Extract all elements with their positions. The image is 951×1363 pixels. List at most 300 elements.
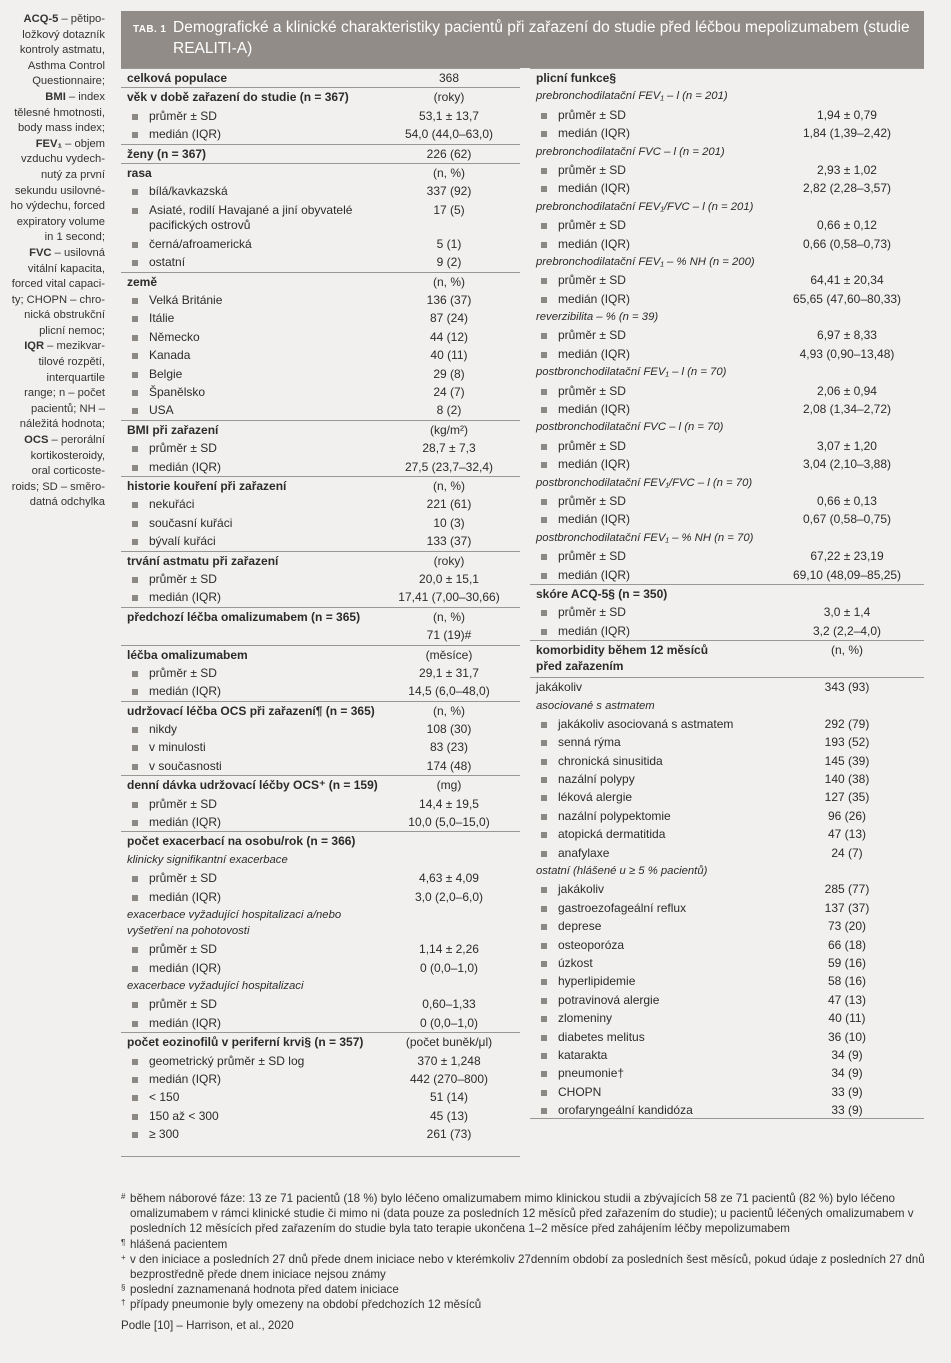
table-row xyxy=(530,844,924,862)
row-label: Asiaté, rodilí Havajané a jiní obyvatelé pacifických ostrovů xyxy=(149,202,353,233)
abbreviation-text: tilové rozpětí, xyxy=(38,356,105,369)
table-row xyxy=(530,124,924,142)
table-row xyxy=(121,514,520,532)
row-label: prebronchodilatační FEV₁ – % NH (n = 200) xyxy=(536,255,755,268)
row-label: medián (IQR) xyxy=(149,815,222,830)
row-value: 34 (9) xyxy=(831,1066,863,1081)
table-row xyxy=(121,959,520,977)
abbreviation-text: – mezikvar- xyxy=(44,340,105,353)
row-label: medián (IQR) xyxy=(558,402,631,417)
row-value: 73 (20) xyxy=(827,919,867,934)
abbreviation-text: – index xyxy=(65,90,105,103)
row-label: Německo xyxy=(149,329,200,344)
table-row xyxy=(530,770,924,788)
table-row xyxy=(530,715,924,733)
table-section-header xyxy=(121,831,520,850)
row-label: jakákoliv xyxy=(558,882,605,897)
row-value: 0,67 (0,58–0,75) xyxy=(802,512,892,527)
table-row xyxy=(530,161,924,179)
abbreviation-line xyxy=(0,199,105,215)
table-row xyxy=(121,309,520,327)
table-subheader xyxy=(530,87,924,105)
row-label: průměr ± SD xyxy=(558,162,626,177)
row-label: v současnosti xyxy=(149,758,222,773)
table-row xyxy=(530,880,924,898)
abbreviation-line xyxy=(0,433,105,449)
row-value: 47 (13) xyxy=(827,992,867,1007)
row-value: 261 (73) xyxy=(426,1127,472,1142)
footnote xyxy=(121,1252,931,1282)
row-value: 337 (92) xyxy=(426,184,472,199)
row-label: Španělsko xyxy=(149,385,206,400)
row-value: 0,60–1,33 xyxy=(422,997,476,1012)
footnote xyxy=(121,1191,931,1237)
table-row xyxy=(530,788,924,806)
abbreviation-line xyxy=(0,262,105,278)
table-row xyxy=(121,495,520,513)
row-label: denní dávka udržovací léčby OCS⁺ (n = 159) xyxy=(127,778,378,793)
row-value: 10 (3) xyxy=(433,515,465,530)
abbreviation-line xyxy=(0,168,105,184)
table-row xyxy=(121,401,520,419)
table-row xyxy=(530,271,924,289)
row-value: 442 (270–800) xyxy=(409,1071,489,1086)
table-subheader xyxy=(530,308,924,326)
table-row xyxy=(121,813,520,831)
table-subheader xyxy=(530,363,924,381)
row-label: průměr ± SD xyxy=(149,571,217,586)
row-label: průměr ± SD xyxy=(149,871,217,886)
row-value: 36 (10) xyxy=(827,1029,867,1044)
table-header xyxy=(121,11,924,68)
table-subheader xyxy=(530,862,924,880)
row-value: 10,0 (5,0–15,0) xyxy=(408,815,490,830)
table-row xyxy=(530,677,924,696)
abbreviation-line xyxy=(0,152,105,168)
row-label: medián (IQR) xyxy=(558,346,631,361)
row-label: medián (IQR) xyxy=(149,889,222,904)
row-value: 292 (79) xyxy=(824,716,870,731)
footnote-text: hlášená pacientem xyxy=(130,1237,228,1251)
table-tag: TAB. 1 xyxy=(133,24,167,35)
table-row xyxy=(530,510,924,528)
row-value: 71 (19)# xyxy=(426,628,472,643)
row-value: (n, %) xyxy=(432,609,465,624)
row-value: 17 (5) xyxy=(433,202,465,217)
row-label: pneumonie† xyxy=(558,1066,625,1081)
table-row xyxy=(530,825,924,843)
abbreviation-term: ACQ-5 xyxy=(23,13,59,25)
abbreviation-text: oral corticoste- xyxy=(31,465,105,478)
row-label: předchozí léčba omalizumabem (n = 365) xyxy=(127,609,361,624)
abbreviation-line xyxy=(0,355,105,371)
row-value: 137 (37) xyxy=(824,900,870,915)
row-label: jakákoliv asociovaná s astmatem xyxy=(558,716,734,731)
abbreviation-line xyxy=(0,417,105,433)
abbreviation-text: Questionnaire; xyxy=(32,75,105,88)
row-label: průměr ± SD xyxy=(149,108,217,123)
table-row xyxy=(121,757,520,775)
row-value: 2,08 (1,34–2,72) xyxy=(802,402,892,417)
abbreviation-line xyxy=(0,90,105,106)
row-label: průměr ± SD xyxy=(149,441,217,456)
row-value: 343 (93) xyxy=(824,680,870,695)
row-label: senná rýma xyxy=(558,735,621,750)
table-row xyxy=(530,936,924,954)
abbreviation-text: in 1 second; xyxy=(44,231,105,244)
abbreviation-text: body mass index; xyxy=(17,122,105,135)
row-value: 3,0 (2,0–6,0) xyxy=(414,889,484,904)
footnote-marker: # xyxy=(121,1192,126,1201)
row-label: historie kouření při zařazení xyxy=(127,479,287,493)
row-label: medián (IQR) xyxy=(149,960,222,975)
row-label: medián (IQR) xyxy=(558,126,631,141)
row-label: léková alergie xyxy=(558,790,633,805)
row-label: jakákoliv xyxy=(536,680,583,695)
abbreviation-line xyxy=(0,43,105,59)
row-label: počet exacerbací na osobu/rok (n = 366) xyxy=(127,834,356,849)
source-citation: Podle [10] – Harrison, et al., 2020 xyxy=(121,1318,294,1332)
row-value: (n, %) xyxy=(830,643,863,658)
abbreviation-term: OCS xyxy=(24,434,49,447)
row-label: < 150 xyxy=(149,1090,180,1105)
row-value: (kg/m²) xyxy=(430,422,468,437)
abbreviation-text: ložkový dotazník xyxy=(22,28,105,41)
row-value: (n, %) xyxy=(432,274,465,289)
row-label: medián (IQR) xyxy=(149,590,222,605)
row-value: 145 (39) xyxy=(824,753,870,768)
row-value: 140 (38) xyxy=(824,772,870,787)
abbreviation-term: IQR xyxy=(24,340,45,353)
abbreviation-line xyxy=(0,480,105,496)
row-label: potravinová alergie xyxy=(558,992,660,1007)
abbreviation-text: nická obstrukční xyxy=(24,309,105,322)
row-value: 40 (11) xyxy=(430,348,468,363)
row-label: chronická sinusitida xyxy=(558,753,663,768)
abbreviation-term: FEV₁ xyxy=(35,137,63,150)
row-label: 150 až < 300 xyxy=(149,1108,219,1123)
table-section-header xyxy=(121,701,520,720)
row-label: zlomeniny xyxy=(558,1011,613,1026)
table-row xyxy=(530,991,924,1009)
footnote-text: poslední zaznamenaná hodnota před datem iniciace xyxy=(130,1283,399,1297)
row-value: 3,07 ± 1,20 xyxy=(817,438,877,453)
row-value: 24 (7) xyxy=(433,385,465,400)
footnote xyxy=(121,1282,931,1297)
row-value: 69,10 (48,09–85,25) xyxy=(792,567,902,582)
table-subheader xyxy=(530,474,924,492)
abbreviation-text: sekundu usilovné- xyxy=(14,184,105,197)
table-row xyxy=(530,326,924,344)
table-subheader xyxy=(530,253,924,271)
table-bottom-rule-left xyxy=(121,1156,520,1157)
table-subheader xyxy=(530,529,924,547)
row-label: gastroezofageální reflux xyxy=(558,900,687,915)
row-label: medián (IQR) xyxy=(149,1071,222,1086)
abbreviation-text: kontroly astmatu, xyxy=(19,44,105,57)
row-value: 87 (24) xyxy=(429,311,469,326)
abbreviation-line xyxy=(0,137,105,153)
row-label: země xyxy=(127,274,158,289)
row-value: 4,93 (0,90–13,48) xyxy=(799,346,895,361)
table-row xyxy=(121,888,520,906)
abbreviation-text: Asthma Control xyxy=(27,59,105,72)
row-value: 2,93 ± 1,02 xyxy=(817,162,877,177)
table-section-header xyxy=(121,607,520,626)
table-subheader xyxy=(121,977,520,995)
table-row xyxy=(121,1070,520,1088)
table-row xyxy=(121,588,520,606)
row-label: průměr ± SD xyxy=(558,493,626,508)
row-label: medián (IQR) xyxy=(558,291,631,306)
row-value: 65,65 (47,60–80,33) xyxy=(792,291,902,306)
row-value: 3,0 ± 1,4 xyxy=(823,605,871,620)
table-subheader xyxy=(530,198,924,216)
table-row xyxy=(121,365,520,383)
row-label: průměr ± SD xyxy=(149,942,217,957)
row-label: skóre ACQ-5§ (n = 350) xyxy=(536,586,668,601)
abbreviation-line xyxy=(0,324,105,340)
table-row xyxy=(121,1107,520,1125)
footnote-text: v den iniciace a posledních 27 dnů přede dnem iniciace nebo v kterémkoliv 27denním období za posledních šest měsíců, pokud údaje z posledních 27 dnů bezprostředně přede dnem iniciace nejsou známy xyxy=(130,1252,925,1282)
row-label: průměr ± SD xyxy=(558,328,626,343)
table-row xyxy=(121,626,520,644)
row-value: 34 (9) xyxy=(831,1047,863,1062)
row-value: (počet buněk/μl) xyxy=(405,1035,493,1050)
abbreviation-text: ho výdechu, forced xyxy=(10,200,105,213)
row-label: ženy (n = 367) xyxy=(127,146,207,161)
row-label: průměr ± SD xyxy=(558,273,626,288)
table-row xyxy=(530,733,924,751)
abbreviation-line xyxy=(0,277,105,293)
table-row xyxy=(530,290,924,308)
table-row xyxy=(121,346,520,364)
table-row xyxy=(121,664,520,682)
table-section-header xyxy=(530,68,924,87)
row-label: postbronchodilatační FEV₁/FVC – l (n = 70) xyxy=(536,476,753,489)
table-row xyxy=(530,566,924,584)
row-label: současní kuřáci xyxy=(149,515,233,530)
table-row xyxy=(121,291,520,309)
footnote-marker: § xyxy=(121,1283,126,1293)
abbreviation-line xyxy=(0,371,105,387)
row-label: medián (IQR) xyxy=(558,181,631,196)
row-label: ≥ 300 xyxy=(149,1127,179,1142)
abbreviation-line xyxy=(0,215,105,231)
table-row xyxy=(121,682,520,700)
table-row xyxy=(121,795,520,813)
row-value: 8 (2) xyxy=(436,403,462,418)
table-row xyxy=(530,235,924,253)
table-bottom-rule-right xyxy=(530,1118,924,1119)
row-label: medián (IQR) xyxy=(149,684,222,699)
table-row xyxy=(530,1028,924,1046)
row-value: 0,66 ± 0,12 xyxy=(817,218,877,233)
row-label: deprese xyxy=(558,919,602,934)
row-value: 64,41 ± 20,34 xyxy=(810,273,884,288)
table-right-column xyxy=(530,68,924,1119)
abbreviation-line xyxy=(0,339,105,355)
row-label: prebronchodilatační FEV₁ – l (n = 201) xyxy=(536,90,728,103)
row-value: 66 (18) xyxy=(827,937,867,952)
row-value: 133 (37) xyxy=(426,534,472,549)
row-value: 5 (1) xyxy=(436,236,462,251)
table-row xyxy=(530,972,924,990)
row-label: hyperlipidemie xyxy=(558,974,636,989)
table-row xyxy=(530,106,924,124)
row-value: 1,94 ± 0,79 xyxy=(817,107,877,122)
row-value: 0 (0,0–1,0) xyxy=(419,1015,479,1030)
abbreviation-line xyxy=(0,464,105,480)
abbreviation-line xyxy=(0,402,105,418)
row-value: 370 ± 1,248 xyxy=(417,1053,481,1068)
abbreviation-text: nutý za první xyxy=(40,168,105,181)
row-label: postbronchodilatační FEV₁ – % NH (n = 70) xyxy=(536,531,754,544)
footnote-marker: + xyxy=(121,1252,126,1262)
table-subheader xyxy=(530,418,924,436)
abbreviation-line xyxy=(0,308,105,324)
table-section-header xyxy=(530,640,924,677)
table-row xyxy=(530,179,924,197)
table-subheader xyxy=(530,697,924,715)
abbreviation-text: tělesné hmotnosti, xyxy=(14,106,105,119)
row-value: 9 (2) xyxy=(436,255,462,270)
row-label: medián (IQR) xyxy=(558,236,631,251)
row-label: Itálie xyxy=(149,311,175,326)
row-value: (n, %) xyxy=(432,165,465,180)
row-value: (roky) xyxy=(433,90,465,105)
row-label: úzkost xyxy=(558,955,593,970)
abbreviation-line xyxy=(0,184,105,200)
row-value: (roky) xyxy=(433,553,465,568)
row-value: 136 (37) xyxy=(426,293,472,308)
row-label: orofaryngeální kandidóza xyxy=(558,1103,693,1118)
abbreviation-line xyxy=(0,59,105,75)
row-label: exacerbace vyžadující hospitalizaci xyxy=(127,979,304,992)
abbreviation-line xyxy=(0,121,105,137)
row-label: asociované s astmatem xyxy=(536,699,655,712)
table-row xyxy=(121,1088,520,1106)
table-section-header xyxy=(121,68,520,87)
table-row xyxy=(121,383,520,401)
table-row xyxy=(121,328,520,346)
table-section-header xyxy=(121,775,520,794)
row-value: 108 (30) xyxy=(426,722,472,737)
row-value: 6,97 ± 8,33 xyxy=(817,328,877,343)
row-value: 67,22 ± 23,19 xyxy=(810,549,884,564)
row-label: medián (IQR) xyxy=(149,459,222,474)
row-value: 1,84 (1,39–2,42) xyxy=(802,126,892,141)
row-label: rasa xyxy=(127,165,152,180)
row-label: průměr ± SD xyxy=(558,107,626,122)
table-row xyxy=(530,1083,924,1101)
row-label: atopická dermatitida xyxy=(558,827,666,842)
row-label: CHOPN xyxy=(558,1084,602,1099)
table-row xyxy=(530,954,924,972)
table-row xyxy=(530,437,924,455)
row-label: věk v době zařazení do studie (n = 367) xyxy=(127,90,349,105)
row-label: průměr ± SD xyxy=(558,549,626,564)
table-row xyxy=(121,570,520,588)
row-value: 28,7 ± 7,3 xyxy=(422,441,476,456)
table-row xyxy=(530,400,924,418)
table-section-header xyxy=(121,1032,520,1051)
table-row xyxy=(121,125,520,143)
row-label: prebronchodilatační FVC – l (n = 201) xyxy=(536,145,725,158)
row-value: 58 (16) xyxy=(827,974,867,989)
table-row xyxy=(530,492,924,510)
row-label: medián (IQR) xyxy=(149,1015,222,1030)
table-row xyxy=(530,345,924,363)
row-label: průměr ± SD xyxy=(149,665,217,680)
table-row xyxy=(121,1125,520,1143)
row-value: 0,66 (0,58–0,73) xyxy=(802,236,892,251)
abbreviation-text: expiratory volume xyxy=(16,215,105,228)
row-label: průměr ± SD xyxy=(558,605,626,620)
row-label: průměr ± SD xyxy=(149,796,217,811)
footnote xyxy=(121,1237,931,1252)
row-value: 96 (26) xyxy=(827,808,867,823)
row-value: 51 (14) xyxy=(429,1090,469,1105)
table-section-header xyxy=(121,476,520,495)
row-value: 45 (13) xyxy=(429,1108,469,1123)
abbreviation-text: plicní nemoc; xyxy=(39,324,105,337)
row-value: 33 (9) xyxy=(831,1084,863,1099)
row-label: postbronchodilatační FEV₁ – l (n = 70) xyxy=(536,366,727,379)
row-label: medián (IQR) xyxy=(558,567,631,582)
table-row xyxy=(530,1101,924,1119)
table-row xyxy=(530,752,924,770)
row-label: diabetes melitus xyxy=(558,1029,645,1044)
table-row xyxy=(121,720,520,738)
row-label: Velká Británie xyxy=(149,293,223,308)
row-label: nekuřáci xyxy=(149,497,195,512)
table-row xyxy=(121,439,520,457)
table-section-header xyxy=(121,645,520,664)
table-row xyxy=(530,603,924,621)
abbreviation-text: vzduchu vydech- xyxy=(21,153,105,166)
row-label: udržovací léčba OCS při zařazení¶ (n = 365) xyxy=(127,703,375,718)
table-row xyxy=(530,899,924,917)
row-label: prebronchodilatační FEV₁/FVC – l (n = 201) xyxy=(536,200,754,213)
row-label: medián (IQR) xyxy=(558,457,631,472)
row-label: exacerbace vyžadující hospitalizaci a/nebo vyšetření na pohotovosti xyxy=(127,908,342,937)
row-label: černá/afroamerická xyxy=(149,236,252,251)
abbreviation-text: – perorální xyxy=(48,434,105,447)
row-value: 14,4 ± 19,5 xyxy=(419,796,479,811)
row-value: 193 (52) xyxy=(824,735,870,750)
table-left-column xyxy=(121,68,520,1143)
abbreviation-line xyxy=(0,495,105,511)
abbreviation-text: náležitá hodnota; xyxy=(19,418,105,431)
footnote xyxy=(121,1297,931,1312)
row-label: medián (IQR) xyxy=(558,623,631,638)
footnote-text: případy pneumonie byly omezeny na období předchozích 12 měsíců xyxy=(130,1298,482,1312)
row-value: 59 (16) xyxy=(827,955,867,970)
table-row xyxy=(121,1014,520,1032)
row-value: (mg) xyxy=(436,778,462,793)
row-value: 221 (61) xyxy=(426,497,472,512)
abbreviation-text: – usilovná xyxy=(51,246,105,259)
row-label: ostatní (hlášené u ≥ 5 % pacientů) xyxy=(536,865,708,878)
table-row xyxy=(530,382,924,400)
table-subheader xyxy=(121,906,520,940)
row-value: 3,04 (2,10–3,88) xyxy=(802,457,892,472)
row-label: anafylaxe xyxy=(558,845,610,860)
table-row xyxy=(121,869,520,887)
abbreviation-line xyxy=(0,449,105,465)
table-title: Demografické a klinické charakteristiky pacientů při zařazení do studie před léčbou mepolizumabem (studie REALITI-A) xyxy=(173,19,910,57)
